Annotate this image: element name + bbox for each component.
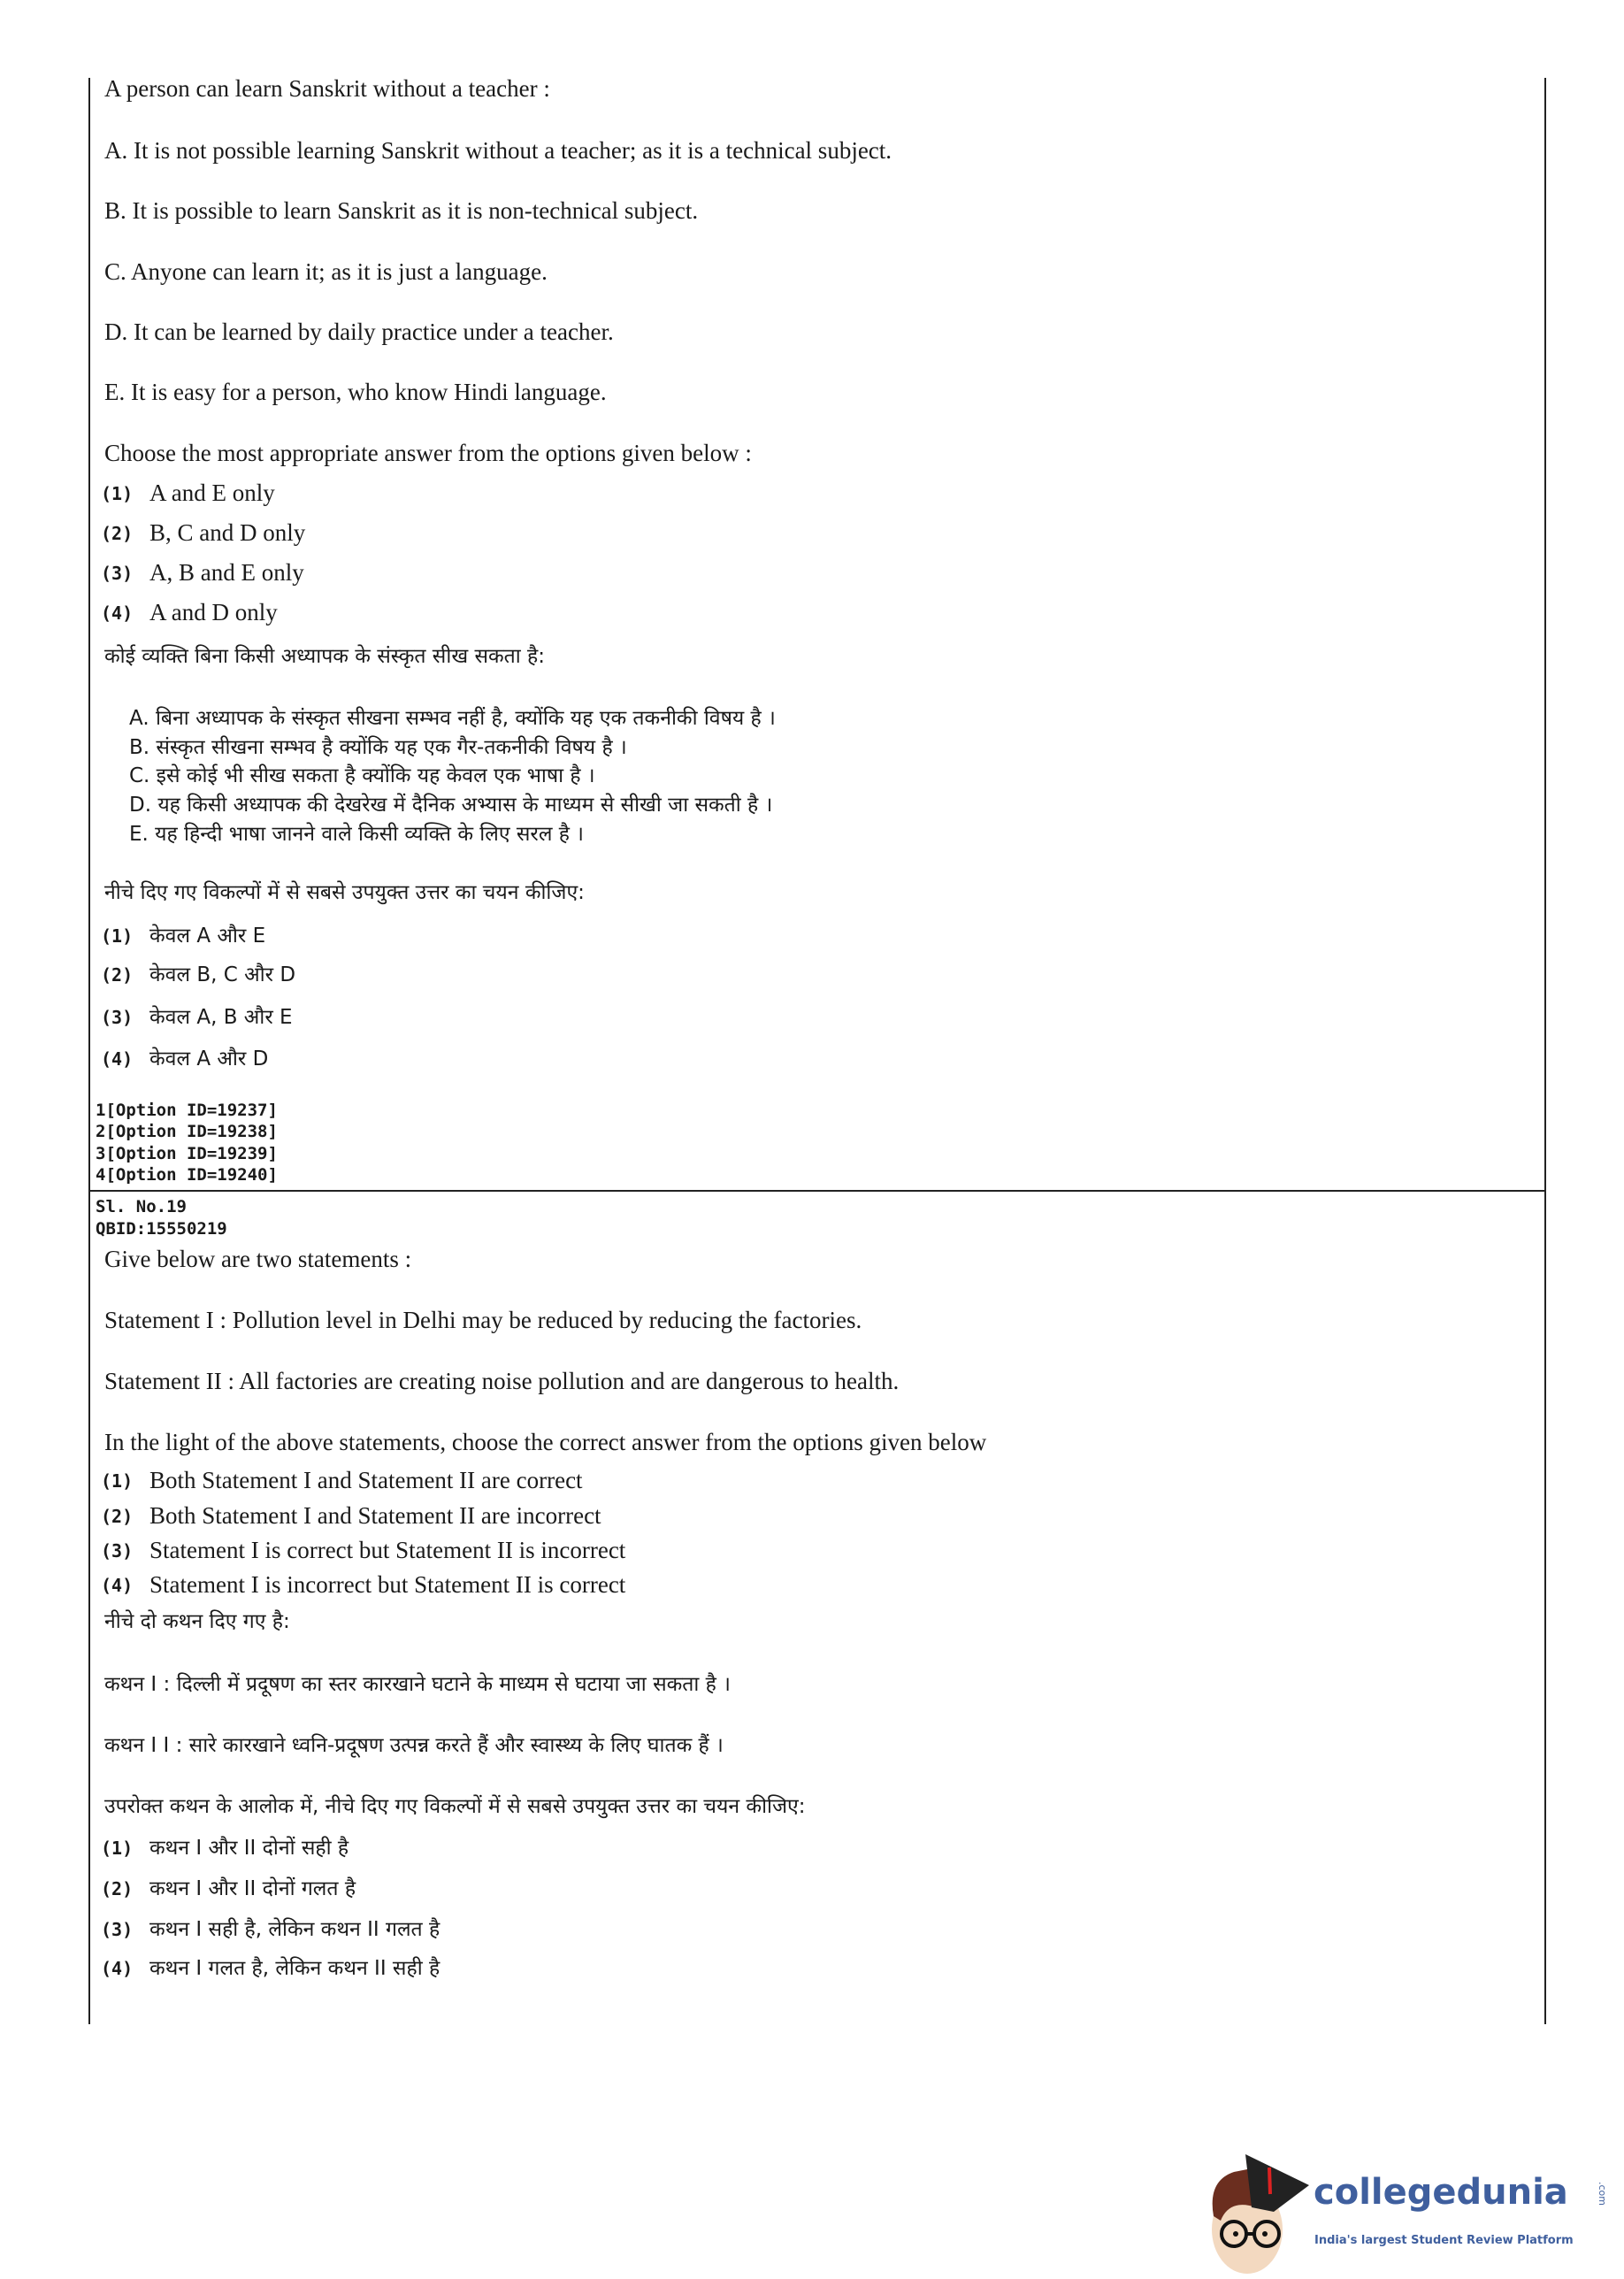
brand-suffix: .com	[1597, 2182, 1608, 2206]
option-text: कथन I और II दोनों सही है	[149, 1837, 349, 1860]
student-mascot-icon	[1203, 2145, 1314, 2278]
option-number: (1)	[101, 1838, 134, 1859]
option-number: (4)	[101, 1958, 134, 1979]
brand-name: collegedunia	[1314, 2172, 1568, 2213]
q18-statement-d-hi: D. यह किसी अध्यापक की देखरेख में दैनिक अभ्यास के माध्यम से सीखी जा सकती है ।	[129, 794, 773, 817]
option-number: (3)	[101, 563, 134, 584]
option-number: (2)	[101, 1878, 134, 1899]
option-number: (3)	[101, 1007, 134, 1028]
q18-statement-e-hi: E. यह हिन्दी भाषा जानने वाले किसी व्यक्ति के लिए सरल है ।	[129, 823, 584, 846]
option-text: केवल A और D	[149, 1047, 269, 1070]
q19-statement-1-hi: कथन I : दिल्ली में प्रदूषण का स्तर कारखाने घटाने के माध्यम से घटाया जा सकता है ।	[104, 1673, 731, 1696]
option-text: केवल A, B और E	[149, 1006, 293, 1029]
q19-instruction-hi: उपरोक्त कथन के आलोक में, नीचे दिए गए विकल्पों में से सबसे उपयुक्त उत्तर का चयन कीजिए:	[104, 1795, 806, 1818]
q18-statement-c-hi: C. इसे कोई भी सीख सकता है क्योंकि यह केवल एक भाषा है ।	[129, 764, 595, 787]
q19-statement-1-en: Statement I : Pollution level in Delhi may be reduced by reducing the factories.	[104, 1307, 862, 1333]
q19-statement-2-en: Statement II : All factories are creating noise pollution and are dangerous to health.	[104, 1368, 900, 1394]
collegedunia-logo	[1203, 2145, 1610, 2278]
q18-statement-d-en: D. It can be learned by daily practice under a teacher.	[104, 318, 614, 345]
option-number: (3)	[101, 1540, 134, 1562]
left-border	[88, 78, 90, 2024]
option-id-1: 1[Option ID=19237]	[96, 1101, 278, 1120]
right-border	[1544, 78, 1546, 2024]
option-number: (2)	[101, 1506, 134, 1527]
option-text: A and D only	[149, 599, 278, 625]
q19-question-hi: नीचे दो कथन दिए गए है:	[104, 1610, 290, 1633]
option-number: (2)	[101, 964, 134, 986]
option-number: (3)	[101, 1919, 134, 1940]
option-number: (4)	[101, 1575, 134, 1596]
q18-question-en: A person can learn Sanskrit without a teacher :	[104, 75, 550, 102]
option-number: (2)	[101, 523, 134, 544]
q19-qbid: QBID:15550219	[96, 1219, 227, 1239]
q19-question-en: Give below are two statements :	[104, 1246, 412, 1272]
q18-instruction-en: Choose the most appropriate answer from the options given below :	[104, 440, 752, 466]
q18-statement-e-en: E. It is easy for a person, who know Hindi language.	[104, 379, 607, 405]
option-text: A and E only	[149, 480, 275, 506]
q19-instruction-en: In the light of the above statements, choose the correct answer from the options given below	[104, 1429, 987, 1455]
option-number: (4)	[101, 602, 134, 624]
option-id-4: 4[Option ID=19240]	[96, 1165, 278, 1185]
option-text: कथन I सही है, लेकिन कथन II गलत है	[149, 1918, 440, 1941]
q18-statement-b-en: B. It is possible to learn Sanskrit as it is non-technical subject.	[104, 197, 699, 224]
option-id-3: 3[Option ID=19239]	[96, 1144, 278, 1163]
option-text: Both Statement I and Statement II are correct	[149, 1467, 583, 1493]
option-text: Both Statement I and Statement II are incorrect	[149, 1502, 601, 1529]
question-divider	[88, 1190, 1546, 1192]
q19-sl-no: Sl. No.19	[96, 1197, 187, 1216]
option-text: Statement I is correct but Statement II is incorrect	[149, 1537, 626, 1563]
option-id-2: 2[Option ID=19238]	[96, 1122, 278, 1141]
q18-statement-a-en: A. It is not possible learning Sanskrit without a teacher; as it is a technical subject.	[104, 137, 892, 164]
option-text: B, C and D only	[149, 519, 306, 546]
option-text: केवल A और E	[149, 925, 266, 948]
q19-statement-2-hi: कथन I I : सारे कारखाने ध्वनि-प्रदूषण उत्पन्न करते हैं और स्वास्थ्य के लिए घातक हैं ।	[104, 1734, 724, 1757]
option-text: कथन I और II दोनों गलत है	[149, 1877, 356, 1900]
option-number: (1)	[101, 925, 134, 947]
option-text: कथन I गलत है, लेकिन कथन II सही है	[149, 1957, 440, 1980]
q18-statement-c-en: C. Anyone can learn it; as it is just a language.	[104, 258, 548, 285]
q18-statement-a-hi: A. बिना अध्यापक के संस्कृत सीखना सम्भव नहीं है, क्योंकि यह एक तकनीकी विषय है ।	[129, 707, 776, 730]
q18-instruction-hi: नीचे दिए गए विकल्पों में से सबसे उपयुक्त उत्तर का चयन कीजिए:	[104, 881, 585, 904]
option-text: केवल B, C और D	[149, 963, 296, 986]
option-number: (1)	[101, 1470, 134, 1492]
option-text: Statement I is incorrect but Statement II is correct	[149, 1571, 626, 1598]
q18-statement-b-hi: B. संस्कृत सीखना सम्भव है क्योंकि यह एक गैर-तकनीकी विषय है ।	[129, 736, 627, 759]
q18-question-hi: कोई व्यक्ति बिना किसी अध्यापक के संस्कृत सीख सकता है:	[104, 645, 545, 668]
option-number: (4)	[101, 1048, 134, 1070]
brand-tagline: India's largest Student Review Platform	[1314, 2234, 1574, 2247]
option-number: (1)	[101, 483, 134, 504]
option-text: A, B and E only	[149, 559, 304, 586]
